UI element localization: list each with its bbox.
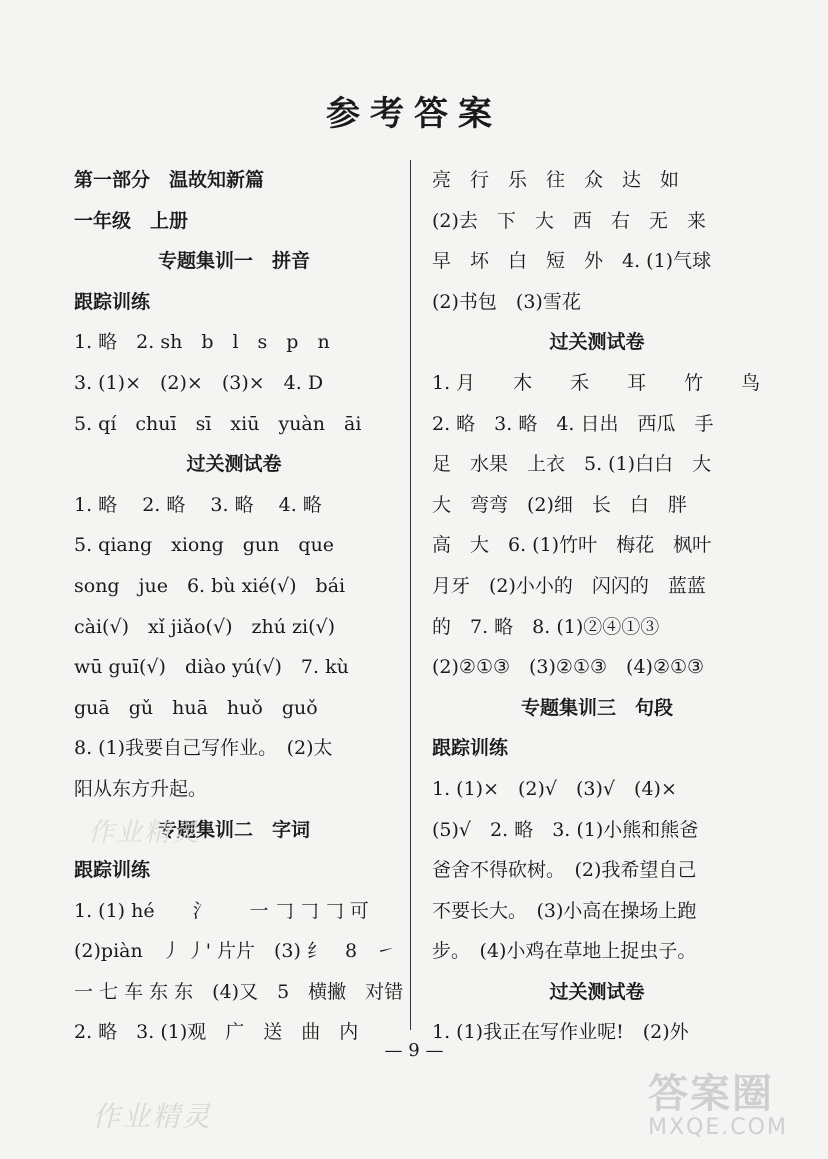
answer-line: 大 弯弯 (2)细 长 白 胖 xyxy=(432,493,687,516)
answer-line: song jue 6. bù xié(√) bái xyxy=(74,574,346,597)
answer-line: 1. (1) hé 氵 一 𠃌 𠃌 𠃌 可 xyxy=(74,899,369,922)
answer-line: 一 七 车 东 东 (4)又 5 横撇 对错 xyxy=(74,980,404,1003)
answer-line: 1. (1)× (2)√ (3)√ (4)× xyxy=(432,777,677,800)
answer-line: 亮 行 乐 往 众 达 如 xyxy=(432,169,680,191)
watermark-badge-url: MXQE.COM xyxy=(648,1115,788,1140)
section-heading: 过关测试卷 xyxy=(549,980,645,1003)
answer-line: 高 大 6. (1)竹叶 梅花 枫叶 xyxy=(432,534,712,557)
answer-line: 爸舍不得砍树。 (2)我希望自己 xyxy=(432,859,697,882)
answer-line: wū guī(√) diào yú(√) 7. kù xyxy=(74,656,349,679)
section-heading: 跟踪训练 xyxy=(74,290,151,313)
answer-line: (2)piàn 丿 丿' 片片 (3) 纟 8 ㇀ xyxy=(74,940,396,963)
answer-line: (2)书包 (3)雪花 xyxy=(432,290,581,313)
answer-line: 8. (1)我要自己写作业。 (2)太 xyxy=(74,737,333,760)
answer-line: cài(√) xǐ jiǎo(√) zhú zi(√) xyxy=(74,615,336,638)
answer-line: 足 水果 上衣 5. (1)白白 大 xyxy=(432,453,712,476)
right-column xyxy=(432,160,762,1053)
answer-line: 5. qí chuī sī xiū yuàn āi xyxy=(74,412,362,435)
answer-line: (5)√ 2. 略 3. (1)小熊和熊爸 xyxy=(432,818,699,841)
answer-line: 1. 略 2. 略 3. 略 4. 略 xyxy=(74,493,322,516)
answer-line: 2. 略 3. (1)观 广 送 曲 内 xyxy=(74,1021,359,1044)
answer-line: 1. (1)我正在写作业呢! (2)外 xyxy=(432,1021,689,1044)
left-column xyxy=(74,160,404,1053)
answer-line: 早 坏 白 短 外 4. (1)气球 xyxy=(432,250,712,273)
watermark-mid: 作业精灵 xyxy=(88,818,201,848)
answer-line: guā gǔ huā huǒ guǒ xyxy=(74,696,318,719)
answer-line: 1. 略 2. sh b l s p n xyxy=(74,331,330,354)
page-title: 参考答案 xyxy=(326,94,502,134)
section-heading: 一年级 上册 xyxy=(74,209,189,232)
watermark-bottom: 作业精灵 xyxy=(92,1100,213,1133)
section-heading: 专题集训二 字词 xyxy=(157,818,310,841)
section-heading: 跟踪训练 xyxy=(432,737,509,760)
answer-line: 1. 月 木 禾 耳 竹 鸟 xyxy=(432,371,761,394)
answer-line: 月牙 (2)小小的 闪闪的 蓝蓝 xyxy=(432,574,706,597)
answer-line: 阳从东方升起。 xyxy=(74,777,208,800)
answer-line: 5. qiang xiong gun que xyxy=(74,534,335,557)
watermark-badge xyxy=(648,1062,816,1154)
watermark-badge-title: 答案圈 xyxy=(648,1071,774,1117)
column-divider xyxy=(410,160,411,1030)
page-number: — 9 — xyxy=(384,1040,444,1061)
answer-line: 不要长大。 (3)小高在操场上跑 xyxy=(432,899,697,922)
section-heading: 跟踪训练 xyxy=(74,859,151,882)
answer-line: 2. 略 3. 略 4. 日出 西瓜 手 xyxy=(432,412,714,435)
answer-line: (2)去 下 大 西 右 无 来 xyxy=(432,209,706,232)
answer-line: 的 7. 略 8. (1)②④①③ xyxy=(432,615,660,638)
answer-line: 步。 (4)小鸡在草地上捉虫子。 xyxy=(432,940,697,963)
section-heading: 专题集训三 句段 xyxy=(520,696,673,719)
section-heading: 过关测试卷 xyxy=(186,453,282,476)
section-heading: 第一部分 温故知新篇 xyxy=(74,169,265,191)
answer-line: 3. (1)× (2)× (3)× 4. D xyxy=(74,371,324,394)
answer-line: (2)②①③ (3)②①③ (4)②①③ xyxy=(432,656,705,679)
section-heading: 专题集训一 拼音 xyxy=(157,250,310,273)
section-heading: 过关测试卷 xyxy=(549,331,645,354)
